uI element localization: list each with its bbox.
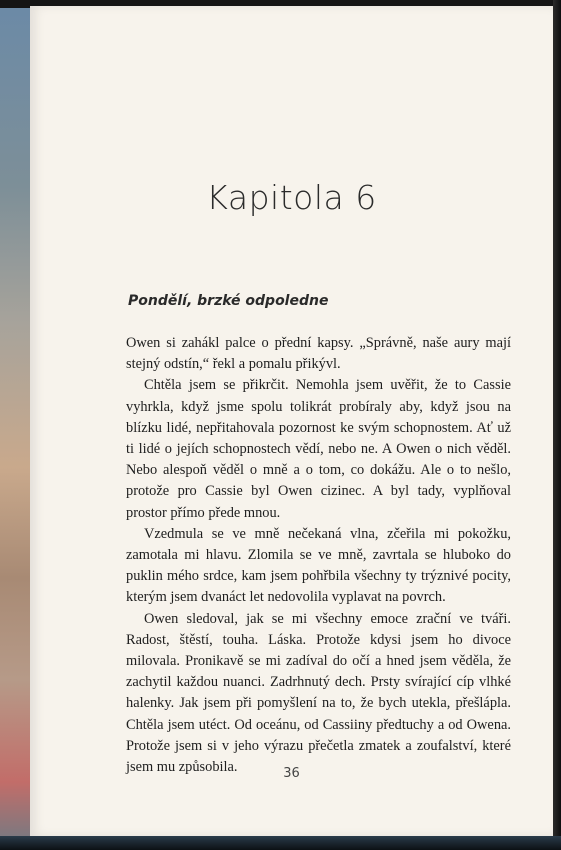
scan-bottom-edge: [0, 836, 561, 850]
chapter-title: Kapitola 6: [206, 178, 377, 217]
paragraph: Owen sledoval, jak se mi všechny emoce zrační ve tváři. Radost, štěstí, touha. Láska. Protože kdysi jsem ho divoce milovala. Pronikavě se mi zadíval do očí a hned jsem věděla, že zachytil každou nuanci. Zadrhnutý dech. Prsty svírající cíp vlhké halenky. Jak jsem při pomyšlení na to, že bych utekla, přešlápla. Chtěla jsem utéct. Od oceánu, od Cassiiny předtuchy a od Owena. Protože jsem si v jeho výrazu přečetla zmatek a zoufalství, které jsem mu způsobila.: [126, 610, 511, 776]
paragraph: Vzedmula se ve mně nečekaná vlna, zčeřila mi pokožku, zamotala mi hlavu. Zlomila se ve mně, zavrtala se hluboko do puklin mého srdce, kam jsem pohřbila všechny ty trýznivé pocity, kterým jsem dvanáct let nedovolila vyplavat na povrch.: [126, 525, 511, 606]
paragraph: Owen si zahákl palce o přední kapsy. „Správně, naše aury mají stejný odstín,“ řekl a pomalu přikývl.: [126, 335, 511, 373]
scan-right-edge: [553, 0, 561, 850]
page-number: 36: [283, 766, 300, 781]
book-page: [30, 6, 553, 836]
adjacent-background-strip: [0, 0, 30, 850]
body-text: [126, 333, 511, 778]
paragraph: Chtěla jsem se přikrčit. Nemohla jsem uvěřit, že to Cassie vyhrkla, když jsme spolu tolikrát probíraly aby, když jsou na blízku lidé, nepřitahovala pozornost ke svým schopnostem. Ať už ti lidé o jejích schopnostech vědí, nebo ne. A Owen o nich věděl. Nebo alespoň věděl o mně a o tom, co dokážu. Ale o to nešlo, protože pro Cassie byl Owen cizinec. A byl tady, vyplňoval prostor přímo přede mnou.: [126, 377, 511, 521]
section-heading: Pondělí, brzké odpoledne: [128, 293, 329, 309]
